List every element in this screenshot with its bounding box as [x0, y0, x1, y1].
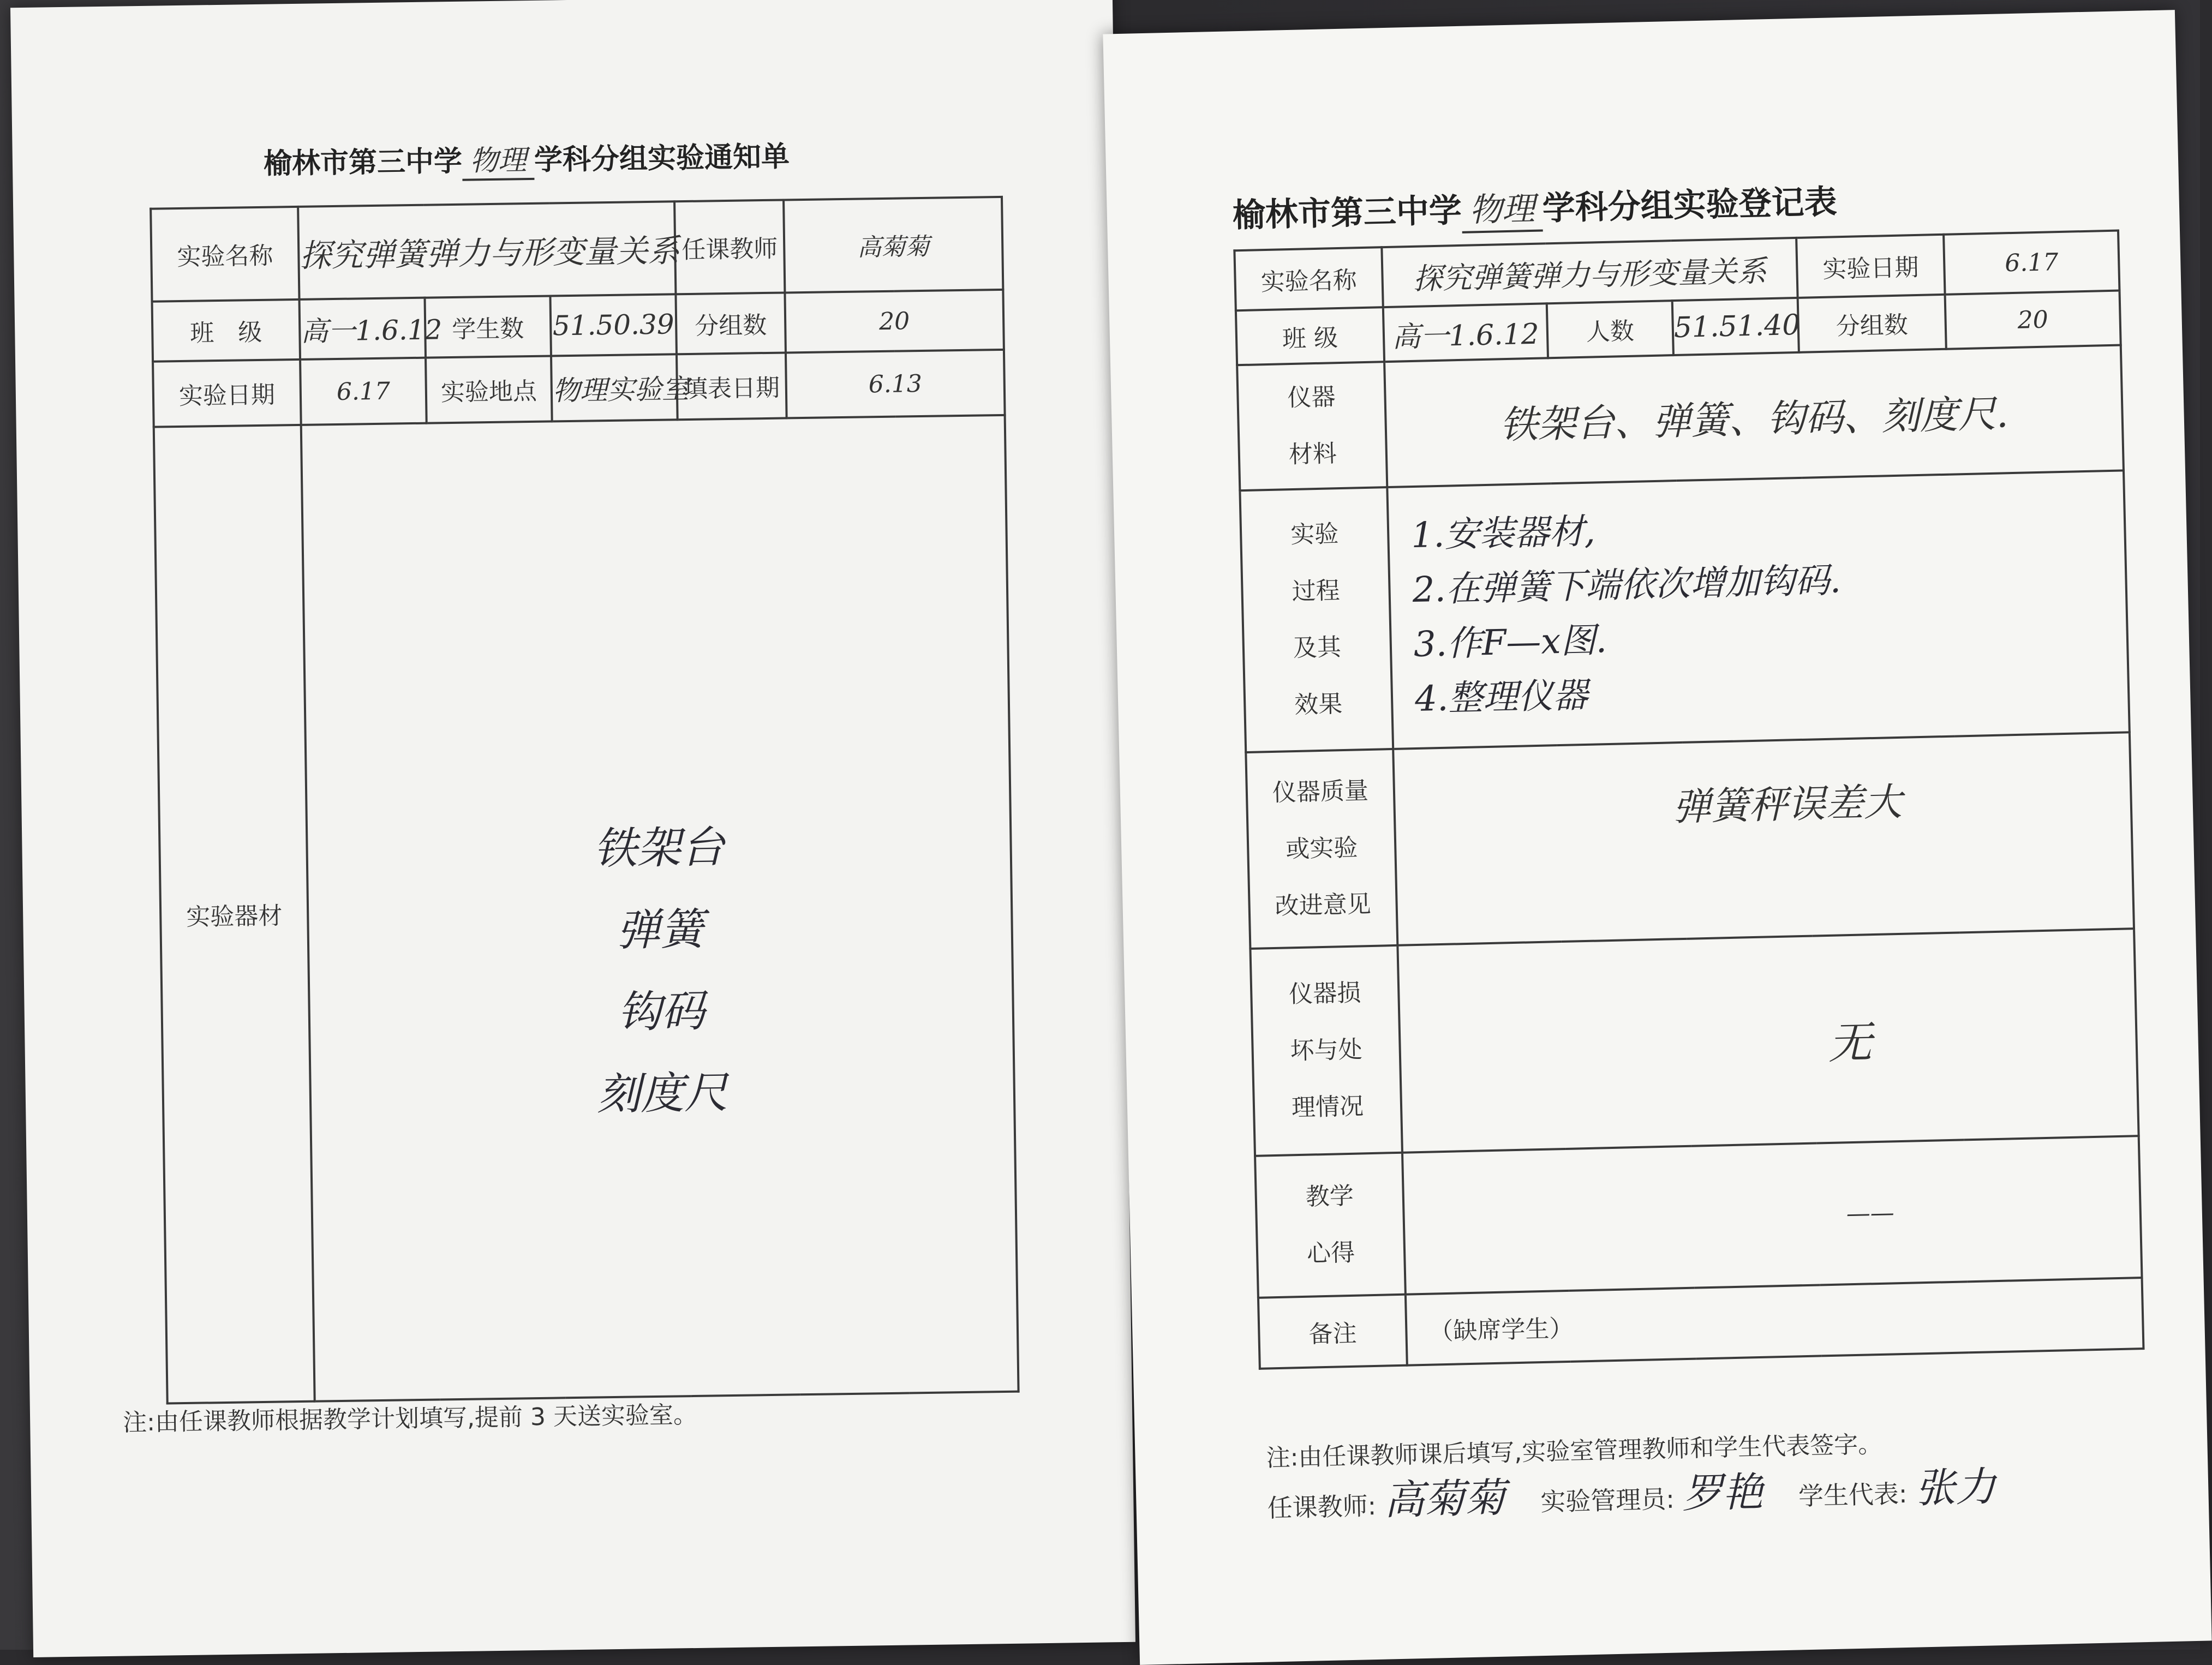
register-title [1232, 176, 1838, 238]
value-class: 高一1.6.12 [300, 298, 426, 360]
value-class: 高一1.6.12 [1383, 303, 1548, 362]
value-experiment-date: 6.17 [300, 358, 427, 425]
process-step: 2.在弹簧下端依次增加钩码. [1412, 560, 1842, 611]
value-fill-date: 6.13 [786, 350, 1005, 418]
value-students: 51.50.39 [550, 294, 677, 356]
label-experiment-date: 实验日期 [153, 360, 301, 427]
value-teaching: —— [1402, 1136, 2142, 1295]
admin-signature-label: 实验管理员: [1540, 1484, 1675, 1517]
equipment-item: 钩码 [617, 985, 706, 1038]
notice-subject: 物理 [462, 137, 534, 181]
label-experiment-name: 实验名称 [151, 207, 299, 302]
value-damage: 无 [1397, 929, 2138, 1153]
label-quality: 仪器质量 或实验 改进意见 [1246, 749, 1397, 949]
notice-footnote: 注:由任课教师根据教学计划填写,提前 3 天送实验室。 [122, 1400, 698, 1437]
value-materials: 铁架台、弹簧、钩码、刻度尺. [1384, 345, 2124, 488]
value-experiment-name: 探究弹簧弹力与形变量关系 [1382, 238, 1797, 307]
register-title-prefix: 榆林市第三中学 [1232, 191, 1462, 235]
notice-title-prefix: 榆林市第三中学 [263, 145, 463, 181]
value-groups: 20 [1945, 291, 2121, 349]
equipment-item: 弹簧 [616, 903, 704, 956]
label-remarks: 备注 [1258, 1295, 1407, 1369]
register-title-suffix: 学科分组实验登记表 [1542, 183, 1838, 228]
value-remarks: （缺席学生） [1406, 1278, 2144, 1365]
label-students: 学生数 [425, 296, 551, 357]
label-class: 班 级 [1236, 307, 1384, 365]
value-people: 51.51.40 [1672, 298, 1799, 355]
student-signature-label: 学生代表: [1798, 1478, 1908, 1511]
value-quality: 弹簧秤误差大 [1393, 732, 2134, 945]
register-footnote: 注:由任课教师课后填写,实验室管理教师和学生代表签字。 [1266, 1430, 1882, 1472]
label-damage: 仪器损 坏与处 理情况 [1250, 945, 1402, 1156]
teacher-signature: 高菊菊 [1383, 1474, 1506, 1524]
admin-signature: 罗艳 [1682, 1468, 1764, 1518]
process-step: 1.安装器材, [1410, 511, 1596, 556]
value-experiment-date: 6.17 [1944, 231, 2119, 295]
label-materials: 仪器 材料 [1237, 362, 1387, 490]
register-table [1233, 230, 2144, 1370]
process-step: 4.整理仪器 [1414, 675, 1588, 720]
process-step: 3.作F—x图. [1413, 620, 1607, 666]
label-experiment-name: 实验名称 [1234, 247, 1383, 310]
teacher-signature-label: 任课教师: [1267, 1491, 1377, 1523]
label-teacher: 任课教师 [674, 200, 785, 294]
register-subject: 物理 [1461, 182, 1543, 233]
label-class: 班 级 [152, 300, 301, 362]
notice-title-suffix: 学科分组实验通知单 [534, 140, 790, 177]
label-teaching: 教学 心得 [1255, 1153, 1406, 1298]
notice-table [150, 196, 1020, 1405]
value-place: 物理实验室 [551, 354, 678, 421]
value-teacher: 高菊菊 [784, 197, 1003, 293]
notice-title [263, 133, 790, 183]
register-sheet [1103, 10, 2211, 1665]
equipment-list [301, 415, 1019, 1402]
label-equipment: 实验器材 [154, 425, 315, 1404]
label-place: 实验地点 [426, 356, 552, 423]
equipment-item: 铁架台 [593, 822, 725, 875]
label-experiment-date: 实验日期 [1796, 235, 1945, 298]
label-fill-date: 填表日期 [677, 352, 787, 420]
label-groups: 分组数 [675, 292, 786, 354]
label-groups: 分组数 [1798, 295, 1946, 352]
label-people: 人数 [1547, 301, 1673, 358]
equipment-item: 刻度尺 [596, 1067, 728, 1120]
value-experiment-name: 探究弹簧弹力与形变量关系 [298, 201, 675, 300]
student-signature: 张力 [1914, 1463, 1996, 1512]
label-process: 实验 过程 及其 效果 [1240, 487, 1393, 752]
notice-sheet [10, 0, 1135, 1657]
value-groups: 20 [785, 290, 1003, 353]
process-steps [1387, 470, 2130, 749]
